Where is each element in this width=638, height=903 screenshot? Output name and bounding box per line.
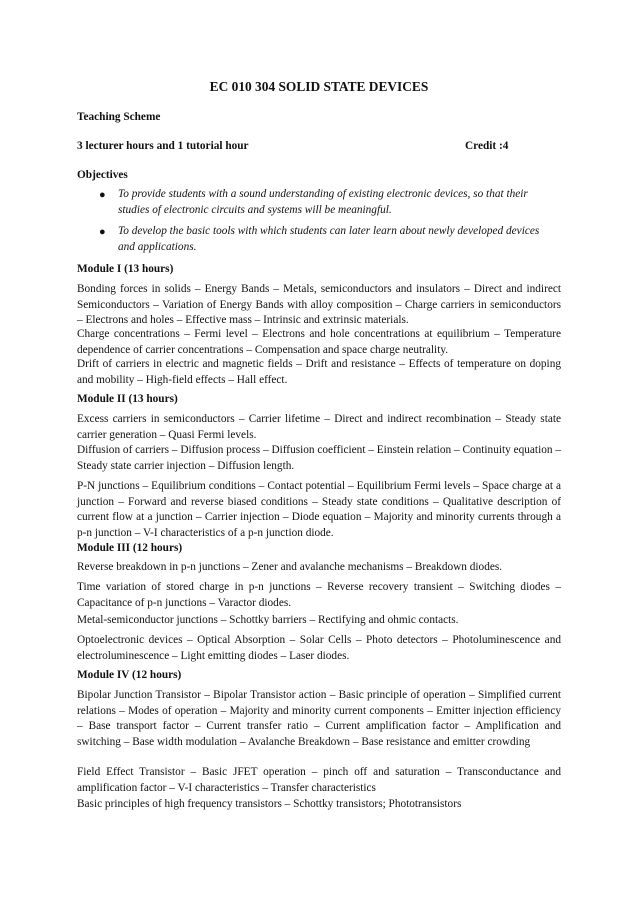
hours-text: 3 lecturer hours and 1 tutorial hour bbox=[77, 140, 249, 152]
bullet-icon: ● bbox=[99, 226, 106, 238]
credit-text: Credit :4 bbox=[465, 140, 509, 152]
module-heading: Module III (12 hours) bbox=[77, 542, 183, 554]
module-heading: Module II (13 hours) bbox=[77, 393, 178, 405]
module-paragraph: Field Effect Transistor – Basic JFET operation – pinch off and saturation – Transconductance and amplification factor – V-I characteristics – Transfer characteristics bbox=[77, 766, 561, 794]
module-paragraph: Bipolar Junction Transistor – Bipolar Transistor action – Basic principle of operation – Simplified current relations – Modes of operation – Majority and minority current components – Emitter injection efficiency – Base transport factor – Current transfer ratio – Current amplification factor – Amplification and switching – Base width modulation – Avalanche Breakdown – Base resistance and emitter crowding bbox=[77, 689, 561, 749]
bullet-icon: ● bbox=[99, 189, 106, 201]
teaching-scheme-heading: Teaching Scheme bbox=[77, 111, 161, 123]
module-paragraph: Diffusion of carriers – Diffusion process – Diffusion coefficient – Einstein relation – Continuity equation – Steady state carrier injection – Diffusion length. bbox=[77, 444, 561, 472]
objectives-heading: Objectives bbox=[77, 169, 128, 181]
module-paragraph: Basic principles of high frequency transistors – Schottky transistors; Phototransistors bbox=[77, 798, 462, 810]
objective-item: To develop the basic tools with which students can later learn about newly developed devices and applications. bbox=[118, 225, 540, 253]
module-paragraph: Charge concentrations – Fermi level – Electrons and hole concentrations at equilibrium – Temperature dependence of carrier concentrations – Compensation and space charge neutrality. bbox=[77, 328, 561, 356]
module-paragraph: Excess carriers in semiconductors – Carrier lifetime – Direct and indirect recombination – Steady state carrier generation – Quasi Fermi levels. bbox=[77, 413, 561, 441]
module-paragraph: Optoelectronic devices – Optical Absorption – Solar Cells – Photo detectors – Photoluminescence and electroluminescence – Light emitting diodes – Laser diodes. bbox=[77, 634, 561, 662]
module-paragraph: Reverse breakdown in p-n junctions – Zener and avalanche mechanisms – Breakdown diodes. bbox=[77, 561, 503, 573]
module-heading: Module I (13 hours) bbox=[77, 263, 174, 275]
module-paragraph: Bonding forces in solids – Energy Bands – Metals, semiconductors and insulators – Direct and indirect Semiconductors – Variation of Energy Bands with alloy composition – Charge carriers in semiconductors – Electrons and holes – Effective mass – Intrinsic and extrinsic materials. bbox=[77, 283, 561, 327]
objective-item: To provide students with a sound understanding of existing electronic devices, so that their studies of electronic circuits and systems will be meaningful. bbox=[118, 188, 528, 216]
module-paragraph: Metal-semiconductor junctions – Schottky barriers – Rectifying and ohmic contacts. bbox=[77, 614, 459, 626]
course-title: EC 010 304 SOLID STATE DEVICES bbox=[209, 79, 429, 94]
module-paragraph: Drift of carriers in electric and magnetic fields – Drift and resistance – Effects of temperature on doping and mobility – High-field effects – Hall effect. bbox=[77, 358, 561, 386]
module-paragraph: P-N junctions – Equilibrium conditions – Contact potential – Equilibrium Fermi levels – Space charge at a junction – Forward and reverse biased conditions – Steady state conditions – Qualitative description of current flow at a junction – Carrier injection – Diode equation – Majority and minority currents through a p-n junction – V-I characteristics of a p-n junction diode. bbox=[77, 480, 561, 540]
module-paragraph: Time variation of stored charge in p-n junctions – Reverse recovery transient – Switching diodes – Capacitance of p-n junctions – Varactor diodes. bbox=[77, 581, 561, 609]
module-heading: Module IV (12 hours) bbox=[77, 669, 182, 681]
